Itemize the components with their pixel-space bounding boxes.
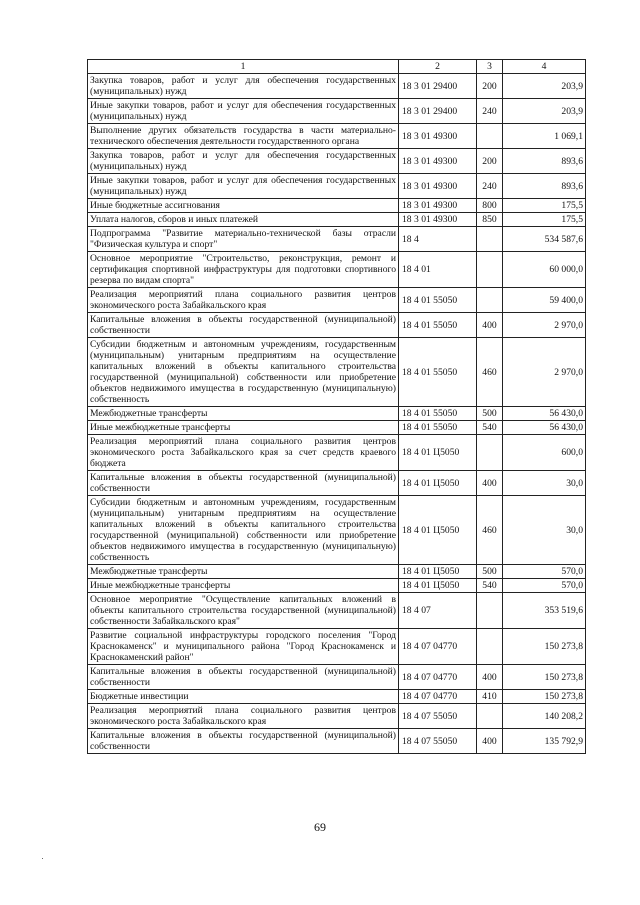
row-name: Капитальные вложения в объекты государственной (муниципальной) собственности — [88, 729, 399, 754]
row-sum: 893,6 — [503, 149, 586, 174]
row-name: Закупка товаров, работ и услуг для обеспечения государственных (муниципальных) нужд — [88, 74, 399, 99]
row-name: Выполнение других обязательств государства в части материально-технического обеспечения деятельности государственного органа — [88, 124, 399, 149]
row-code: 18 4 01 — [399, 252, 477, 288]
table-row — [88, 729, 586, 754]
row-name: Иные закупки товаров, работ и услуг для обеспечения государственных (муниципальных) нужд — [88, 99, 399, 124]
row-vr: 540 — [477, 421, 503, 435]
row-code: 18 4 07 — [399, 593, 477, 629]
header-col-3: 3 — [477, 60, 503, 74]
row-code: 18 3 01 49300 — [399, 213, 477, 227]
table-row — [88, 704, 586, 729]
table-header-row — [88, 60, 586, 74]
row-sum: 353 519,6 — [503, 593, 586, 629]
row-code: 18 4 01 55050 — [399, 407, 477, 421]
row-vr — [477, 227, 503, 252]
row-name: Субсидии бюджетным и автономным учреждениям, государственным (муниципальным) унитарным предприятиям на осуществление капитальных вложений в объекты капитального строительства государственной (муниципальной) собственности или приобретение объектов недвижимого имущества в государственную (муниципальную) собственность — [88, 338, 399, 407]
table-row — [88, 174, 586, 199]
row-vr — [477, 124, 503, 149]
row-code: 18 3 01 49300 — [399, 199, 477, 213]
row-name: Подпрограмма "Развитие материально-технической базы отрасли "Физическая культура и спорт" — [88, 227, 399, 252]
table-row — [88, 471, 586, 496]
row-name: Иные межбюджетные трансферты — [88, 579, 399, 593]
row-vr: 460 — [477, 496, 503, 565]
table-row — [88, 74, 586, 99]
row-vr — [477, 593, 503, 629]
row-name: Иные бюджетные ассигнования — [88, 199, 399, 213]
row-code: 18 3 01 49300 — [399, 174, 477, 199]
row-name: Капитальные вложения в объекты государственной (муниципальной) собственности — [88, 471, 399, 496]
row-name: Развитие социальной инфраструктуры городского поселения "Город Краснокаменск" и муниципального района "Город Краснокаменск и Краснокаменский район" — [88, 629, 399, 665]
row-vr — [477, 629, 503, 665]
header-col-4: 4 — [503, 60, 586, 74]
row-sum: 893,6 — [503, 174, 586, 199]
row-name: Капитальные вложения в объекты государственной (муниципальной) собственности — [88, 313, 399, 338]
row-vr: 540 — [477, 579, 503, 593]
document-page — [87, 59, 585, 754]
page-number: 69 — [314, 820, 326, 834]
row-code: 18 3 01 49300 — [399, 149, 477, 174]
row-code: 18 3 01 49300 — [399, 124, 477, 149]
header-col-2: 2 — [399, 60, 477, 74]
row-name: Иные закупки товаров, работ и услуг для обеспечения государственных (муниципальных) нужд — [88, 174, 399, 199]
row-vr: 850 — [477, 213, 503, 227]
table-row — [88, 496, 586, 565]
table-row — [88, 124, 586, 149]
row-sum: 600,0 — [503, 435, 586, 471]
row-name: Уплата налогов, сборов и иных платежей — [88, 213, 399, 227]
row-sum: 59 400,0 — [503, 288, 586, 313]
row-code: 18 4 07 04770 — [399, 690, 477, 704]
row-vr: 240 — [477, 174, 503, 199]
row-code: 18 4 01 55050 — [399, 421, 477, 435]
row-sum: 1 069,1 — [503, 124, 586, 149]
row-vr: 400 — [477, 665, 503, 690]
row-name: Реализация мероприятий плана социального развития центров экономического роста Забайкальского края за счет средств краевого бюджета — [88, 435, 399, 471]
row-code: 18 4 01 Ц5050 — [399, 471, 477, 496]
budget-table — [87, 59, 586, 754]
table-row — [88, 593, 586, 629]
scan-speck — [42, 858, 43, 859]
row-vr — [477, 435, 503, 471]
row-vr: 240 — [477, 99, 503, 124]
table-row — [88, 227, 586, 252]
row-sum: 203,9 — [503, 74, 586, 99]
table-row — [88, 690, 586, 704]
row-code: 18 4 07 55050 — [399, 729, 477, 754]
row-sum: 135 792,9 — [503, 729, 586, 754]
row-vr: 460 — [477, 338, 503, 407]
row-code: 18 4 01 55050 — [399, 313, 477, 338]
table-row — [88, 149, 586, 174]
table-row — [88, 252, 586, 288]
table-row — [88, 565, 586, 579]
table-row — [88, 421, 586, 435]
row-name: Капитальные вложения в объекты государственной (муниципальной) собственности — [88, 665, 399, 690]
row-sum: 56 430,0 — [503, 421, 586, 435]
row-sum: 150 273,8 — [503, 690, 586, 704]
row-code: 18 4 01 Ц5050 — [399, 579, 477, 593]
row-code: 18 4 01 Ц5050 — [399, 565, 477, 579]
row-vr: 200 — [477, 74, 503, 99]
row-code: 18 4 07 04770 — [399, 665, 477, 690]
row-name: Реализация мероприятий плана социального развития центров экономического роста Забайкальского края — [88, 288, 399, 313]
row-name: Межбюджетные трансферты — [88, 407, 399, 421]
row-name: Субсидии бюджетным и автономным учреждениям, государственным (муниципальным) унитарным предприятиям на осуществление капитальных вложений в объекты капитального строительства государственной (муниципальной) собственности или приобретение объектов недвижимого имущества в государственную (муниципальную) собственность — [88, 496, 399, 565]
row-sum: 175,5 — [503, 199, 586, 213]
row-sum: 2 970,0 — [503, 313, 586, 338]
table-row — [88, 579, 586, 593]
row-name: Закупка товаров, работ и услуг для обеспечения государственных (муниципальных) нужд — [88, 149, 399, 174]
row-sum: 30,0 — [503, 471, 586, 496]
row-sum: 203,9 — [503, 99, 586, 124]
row-code: 18 4 07 55050 — [399, 704, 477, 729]
table-row — [88, 313, 586, 338]
table-row — [88, 288, 586, 313]
table-row — [88, 99, 586, 124]
row-name: Реализация мероприятий плана социального развития центров экономического роста Забайкальского края — [88, 704, 399, 729]
row-vr — [477, 288, 503, 313]
row-code: 18 4 — [399, 227, 477, 252]
row-name: Основное мероприятие "Осуществление капитальных вложений в объекты капитального строительства государственной (муниципальной) собственности Забайкальского края" — [88, 593, 399, 629]
row-code: 18 4 01 Ц5050 — [399, 435, 477, 471]
row-sum: 140 208,2 — [503, 704, 586, 729]
row-code: 18 4 07 04770 — [399, 629, 477, 665]
table-row — [88, 199, 586, 213]
row-code: 18 4 01 55050 — [399, 288, 477, 313]
row-vr: 400 — [477, 729, 503, 754]
row-vr — [477, 704, 503, 729]
row-sum: 150 273,8 — [503, 665, 586, 690]
table-row — [88, 665, 586, 690]
row-vr: 500 — [477, 565, 503, 579]
row-code: 18 4 01 55050 — [399, 338, 477, 407]
row-sum: 534 587,6 — [503, 227, 586, 252]
row-sum: 2 970,0 — [503, 338, 586, 407]
row-name: Межбюджетные трансферты — [88, 565, 399, 579]
row-name: Иные межбюджетные трансферты — [88, 421, 399, 435]
row-sum: 570,0 — [503, 565, 586, 579]
row-sum: 30,0 — [503, 496, 586, 565]
row-vr — [477, 252, 503, 288]
row-name: Основное мероприятие "Строительство, реконструкция, ремонт и сертификация спортивной инфраструктуры для подготовки спортивного резерва по видам спорта" — [88, 252, 399, 288]
table-row — [88, 407, 586, 421]
row-name: Бюджетные инвестиции — [88, 690, 399, 704]
row-code: 18 3 01 29400 — [399, 74, 477, 99]
row-sum: 150 273,8 — [503, 629, 586, 665]
table-row — [88, 338, 586, 407]
row-code: 18 3 01 29400 — [399, 99, 477, 124]
row-vr: 800 — [477, 199, 503, 213]
row-sum: 60 000,0 — [503, 252, 586, 288]
row-vr: 500 — [477, 407, 503, 421]
row-vr: 400 — [477, 313, 503, 338]
row-code: 18 4 01 Ц5050 — [399, 496, 477, 565]
row-vr: 410 — [477, 690, 503, 704]
header-col-1: 1 — [88, 60, 399, 74]
table-row — [88, 213, 586, 227]
row-sum: 175,5 — [503, 213, 586, 227]
row-vr: 200 — [477, 149, 503, 174]
row-vr: 400 — [477, 471, 503, 496]
table-row — [88, 435, 586, 471]
row-sum: 570,0 — [503, 579, 586, 593]
table-row — [88, 629, 586, 665]
row-sum: 56 430,0 — [503, 407, 586, 421]
